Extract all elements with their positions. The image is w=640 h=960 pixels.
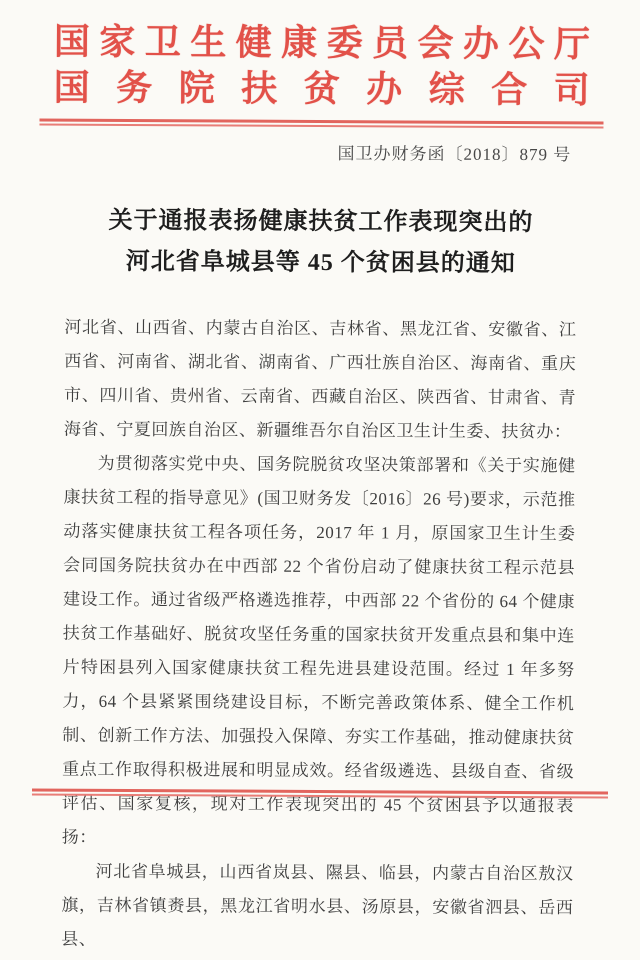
letterhead [54,0,591,113]
recipients-paragraph: 河北省、山西省、内蒙古自治区、吉林省、黑龙江省、安徽省、江西省、河南省、湖北省、湖南省、广西壮族自治区、海南省、重庆市、四川省、贵州省、云南省、西藏自治区、陕西省、甘肃省、青海省、宁夏回族自治区、新疆维吾尔自治区卫生计生委、扶贫办： [63,317,577,442]
letterhead-line-1: 国家卫生健康委员会办公厅 [53,21,591,65]
document-body [61,311,576,960]
doc-number: 国卫办财务函〔2018〕879 号 [337,144,572,165]
letterhead-line-2: 国务院扶贫办综合司 [53,67,590,111]
document-title [1,200,640,285]
county-list-paragraph: 河北省阜城县，山西省岚县、隰县、临县，内蒙古自治区敖汉旗，吉林省镇赉县，黑龙江省明水县、汤原县，安徽省泗县、岳西县、 [61,861,574,949]
title-line-1: 关于通报表扬健康扶贫工作表现突出的 [108,207,534,237]
title-line-2: 河北省阜城县等 45 个贫困县的通知 [125,248,516,278]
body-paragraph: 为贯彻落实党中央、国务院脱贫攻坚决策部署和《关于实施健康扶贫工程的指导意见》(国卫财务发〔2016〕26 号)要求，示范推动落实健康扶贫工程各项任务，2017 年 1 月，原国家卫生计生委会同国务院扶贫办在中西部 22 个省份启动了健康扶贫工程示范县建设工作。通过省级严格遴选推荐，中西部 22 个省份的 64 个健康扶贫工作基础好、脱贫攻坚任务重的国家扶贫开发重点县和集中连片特困县列入国家健康扶贫工程先进县建设范围。经过 1 年多努力，64 个县紧紧围绕建设目标，不断完善政策体系、健全工作机制、创新工作方法、加强投入保障、夯实工作基础，推动健康扶贫重点工作取得积极进展和明显成效。经省级遴选、县级自查、省级评估、国家复核，现对工作表现突出的 45 个贫困县予以通报表扬： [61,453,576,847]
header-divider-rule [39,119,603,129]
